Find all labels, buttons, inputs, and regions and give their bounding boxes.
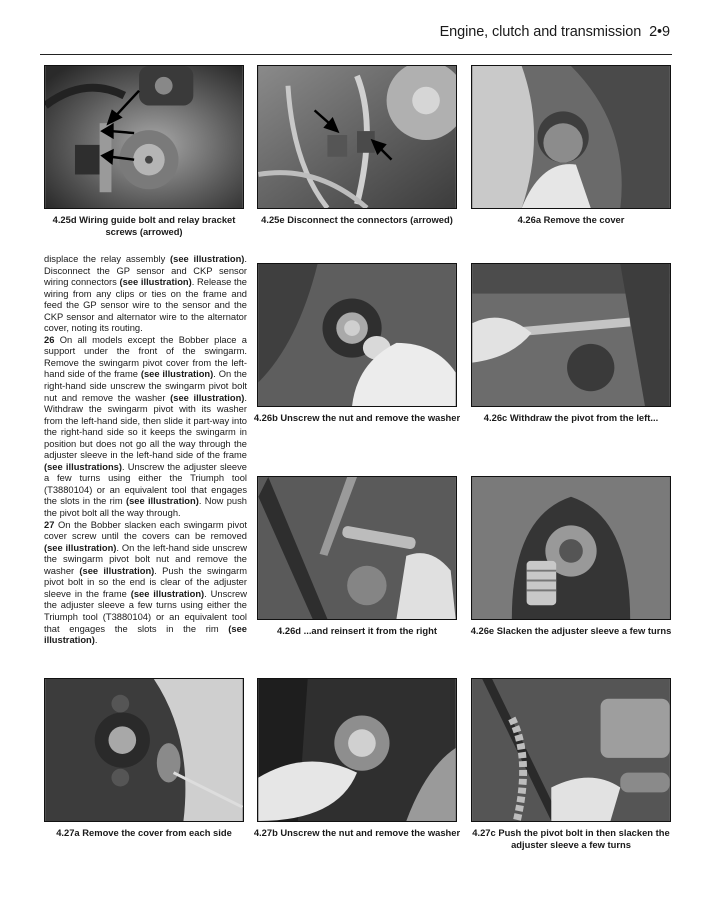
paragraph-intro: displace the relay assembly (see illustration). Disconnect the GP sensor and CKP sensor wiring connectors (see illustration). Release the wiring from any clips or ties on the frame and feed the GP sensor wire to the sensor and the CKP sensor and alternator wire to the alternator cover, noting its routing. [44,254,247,334]
paragraph-step-26: 26 On all models except the Bobber place a support under the front of the swingarm. Remove the swingarm pivot cover from the left-hand side of the frame (see illustration). On the right-hand side unscrew the swingarm pivot bolt nut and remove the washer (see illustration). Withdraw the swingarm pivot with its washer from the left-hand side, then slide it part-way into the right-hand side so it keeps the swingarm in position but does not go all the way through the adjuster sleeve in the left-hand side of the frame (see illustrations). Unscrew the adjuster sleeve a few turns using either the Triumph tool (T3880104) or an equivalent tool that engages the slots in the rim (see illustration). Now push the pivot bolt all the way through. [44,334,247,519]
body-text [44,254,247,647]
pivot-nut-image [258,264,456,406]
photo-4-25d [44,65,244,209]
caption-4-27b: 4.27b Unscrew the nut and remove the washer [253,827,461,838]
photo-4-25e [257,65,457,209]
page-header [40,22,672,55]
withdraw-pivot-image [472,264,670,406]
photo-4-26c [471,263,671,407]
caption-4-27a: 4.27a Remove the cover from each side [56,827,232,838]
paragraph-step-27: 27 On the Bobber slacken each swingarm pivot cover screw until the covers can be removed (see illustration). On the left-hand side unscrew the swingarm pivot bolt nut and remove the washer (see illustration). Push the swingarm pivot bolt in so the end is clear of the adjuster sleeve in the frame (see illustration). Unscrew the adjuster sleeve a few turns using either the Triumph tool (T3880104) or an equivalent tool that engages the slots in the rim (see illustration). [44,519,248,646]
photo-4-27a [44,678,244,822]
wiring-connectors-image [258,66,456,208]
bobber-nut-image [258,679,456,821]
step-number: 27 [44,519,55,530]
pivot-cover-image [472,66,670,208]
bobber-pivot-bolt-image [472,679,670,821]
photo-4-26d [257,476,457,620]
running-head [440,24,670,40]
caption-4-26e: 4.26e Slacken the adjuster sleeve a few turns [470,625,672,636]
caption-4-25e: 4.25e Disconnect the connectors (arrowed) [261,214,453,225]
caption-4-26d: 4.26d ...and reinsert it from the right [277,625,437,636]
step-number: 26 [44,334,55,345]
bobber-cover-image [45,679,243,821]
adjuster-sleeve-image [472,477,670,619]
caption-4-26c: 4.26c Withdraw the pivot from the left... [483,412,659,423]
caption-4-26a: 4.26a Remove the cover [517,214,625,225]
photo-4-27b [257,678,457,822]
page-number: 2•9 [649,24,670,40]
photo-4-26a [471,65,671,209]
photo-4-26e [471,476,671,620]
photo-4-27c [471,678,671,822]
caption-4-25d: 4.25d Wiring guide bolt and relay bracket screws (arrowed) [52,214,236,237]
photo-4-26b [257,263,457,407]
engine-sprocket-image [45,66,243,208]
chapter-title: Engine, clutch and transmission [439,24,642,40]
reinsert-pivot-image [258,477,456,619]
caption-4-26b: 4.26b Unscrew the nut and remove the washer [253,412,461,423]
caption-4-27c: 4.27c Push the pivot bolt in then slacken the adjuster sleeve a few turns [472,827,670,850]
